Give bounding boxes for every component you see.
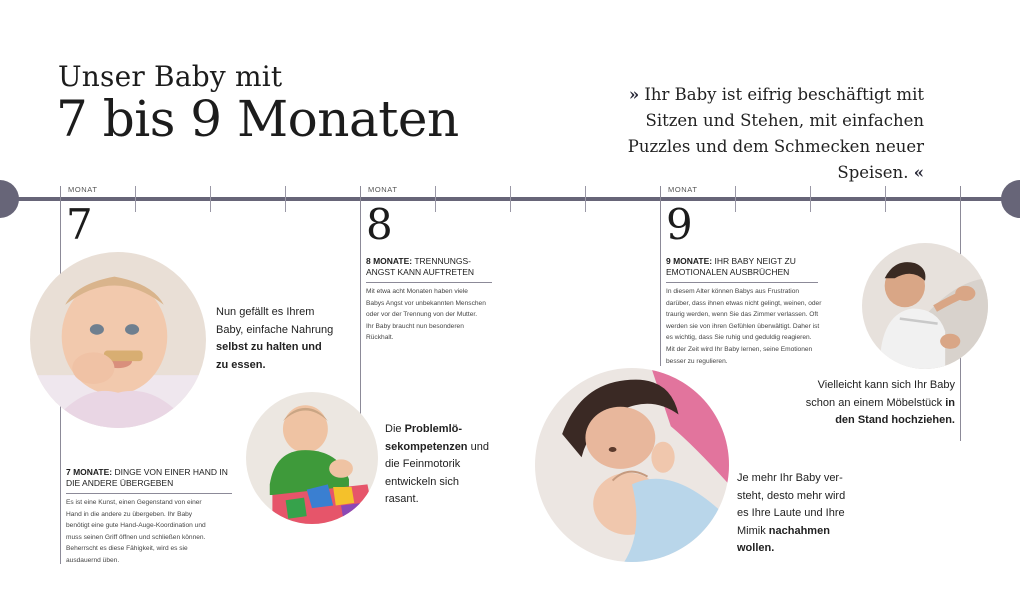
caption-puzzle-bold: Problemlösekompetenzen: [385, 423, 468, 453]
month9-heading: [666, 256, 818, 283]
month9-guide-line: [660, 186, 661, 366]
caption-puzzle: [385, 421, 495, 509]
month-number-8: 8: [366, 200, 393, 249]
caption-standing: [800, 377, 955, 430]
caption-puzzle-post: und die Feinmotorik entwickeln sich rasant.: [385, 440, 489, 505]
mother-baby-photo: [535, 368, 729, 562]
timeline-right-cap: [1001, 180, 1020, 218]
quote-text: Ihr Baby ist eifrig beschäftigt mit Sitzen und Stehen, mit einfachen Puzzles und dem Schmecken neuer Speisen.: [627, 85, 924, 182]
timeline-tick: [885, 186, 886, 212]
month7-heading-rest: DINGE VON EINER HAND IN DIE ANDERE ÜBERGEBEN: [66, 467, 228, 488]
caption-standing-bold: in den Stand hochziehen.: [835, 396, 955, 426]
caption-imitate-text: Je mehr Ihr Baby versteht, desto mehr wird es Ihre Laute und Ihre Mimik: [737, 472, 846, 537]
baby-eating-photo: [30, 252, 206, 428]
month-number-9: 9: [666, 200, 693, 249]
baby-standing-photo: [862, 243, 988, 369]
month-label-9: MONAT: [668, 185, 698, 194]
timeline-tick: [510, 186, 511, 212]
caption-imitate: [737, 470, 859, 558]
month8-heading-bold: 8 MONATE:: [366, 256, 413, 266]
timeline-tick: [285, 186, 286, 212]
month-label-8: MONAT: [368, 185, 398, 194]
month-label-7: MONAT: [68, 185, 98, 194]
month7-heading-bold: 7 MONATE:: [66, 467, 113, 477]
timeline-tick: [210, 186, 211, 212]
timeline-tick: [135, 186, 136, 212]
caption-standing-text: Vielleicht kann sich Ihr Baby schon an einem Möbelstück: [805, 379, 955, 409]
caption-imitate-bold: nachahmen wollen.: [737, 524, 830, 554]
month9-body: In diesem Alter können Babys aus Frustration darüber, dass ihnen etwas nicht gelingt, weinen, oder traurig werden, wenn Sie das Zimmer verlassen. Oft werden sie von ihren Gefühlen überwältigt. Daher ist es wichtig, dass Sie ruhig und geduldig reagieren. Mit der Zeit wird Ihr Baby lernen, seine Emotionen besser zu regulieren.: [666, 288, 822, 365]
caption-eating-text: Nun gefällt es Ihrem Baby, einfache Nahrung: [216, 306, 334, 336]
intro-quote: [584, 82, 924, 186]
month7-body: Es ist eine Kunst, einen Gegenstand von einer Hand in die andere zu übergeben. Ihr Baby benötigt eine gute Hand-Auge-Koordination und muss seinen Griff öffnen und schließen können. Beherrscht es diese Fähigkeit, wird es sie ausdauernd üben.: [66, 499, 206, 564]
month9-heading-rest: IHR BABY NEIGT ZU EMOTIONALEN AUSBRÜCHEN: [666, 256, 796, 277]
timeline-tick: [585, 186, 586, 212]
month9-heading-bold: 9 MONATE:: [666, 256, 713, 266]
quote-open-mark: »: [628, 85, 640, 104]
baby-puzzle-photo: [246, 392, 378, 524]
month8-body: Mit etwa acht Monaten haben viele Babys Angst vor unbekannten Menschen oder vor der Trennung von der Mutter. Ihr Baby braucht nun besonderen Rückhalt.: [366, 288, 486, 342]
month8-heading: [366, 256, 492, 283]
month-number-7: 7: [66, 200, 93, 249]
quote-close-mark: «: [913, 163, 924, 182]
caption-eating-bold: selbst zu halten und zu essen.: [216, 341, 322, 371]
timeline-tick: [435, 186, 436, 212]
caption-eating: [216, 304, 336, 374]
month7-heading: [66, 467, 232, 494]
timeline-tick: [735, 186, 736, 212]
timeline-tick: [810, 186, 811, 212]
month8-guide-line: [360, 186, 361, 416]
month8-heading-rest: TRENNUNGSANGST KANN AUFTRETEN: [366, 256, 474, 277]
page-title-line1: Unser Baby mit: [58, 60, 283, 93]
timeline-left-cap: [0, 180, 19, 218]
page-title-line2: 7 bis 9 Monaten: [56, 90, 459, 148]
caption-puzzle-pre: Die: [385, 423, 405, 435]
